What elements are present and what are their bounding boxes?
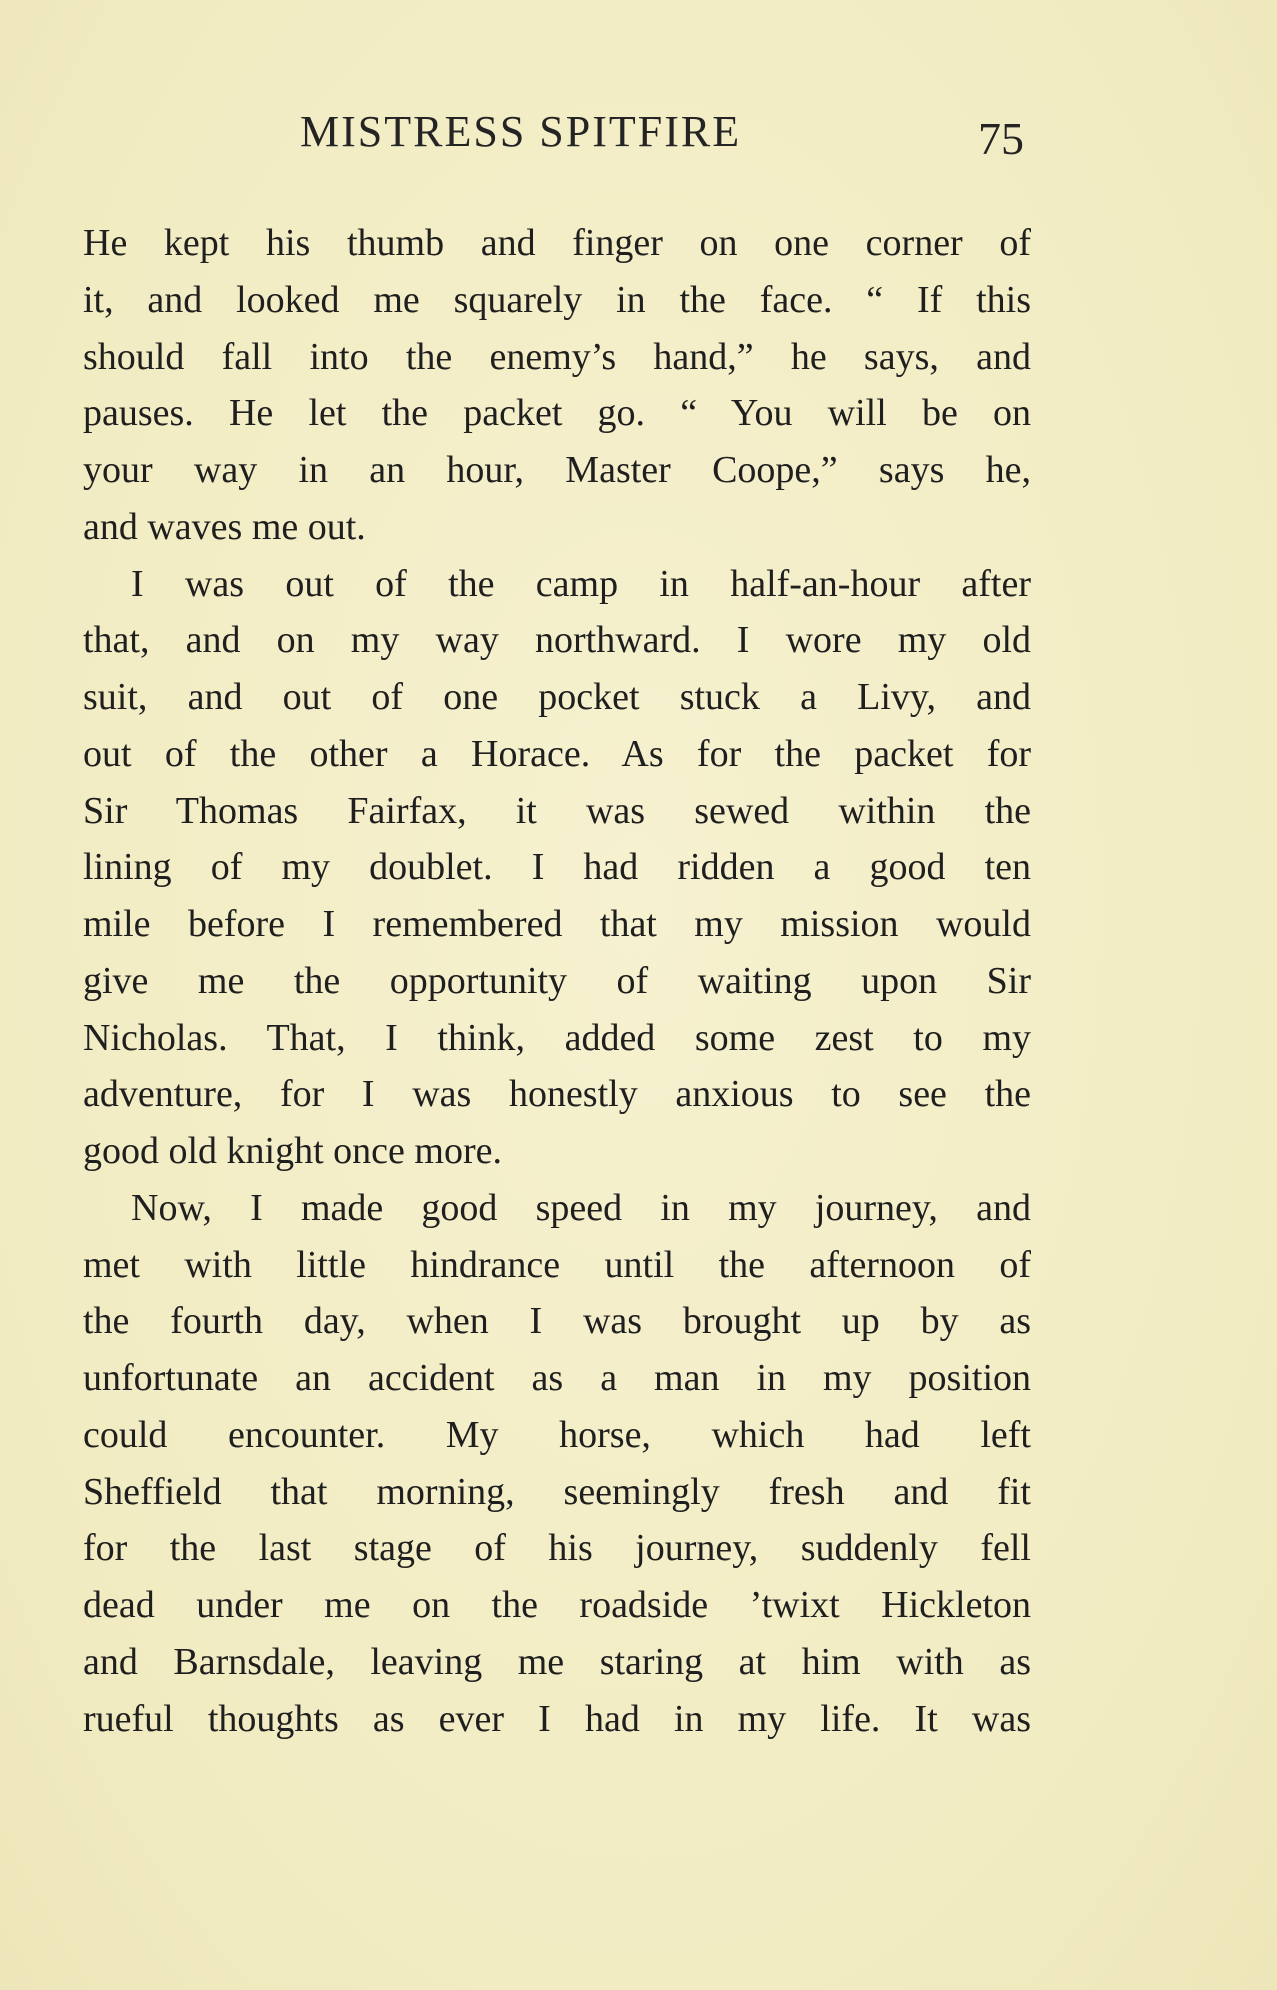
text-line: lining of my doublet. I had ridden a good ten: [83, 846, 1031, 889]
text-line: your way in an hour, Master Coope,” says he,: [83, 449, 1031, 491]
text-line: Sheffield that morning, seemingly fresh and fit: [83, 1470, 1031, 1513]
body-text: [83, 215, 1031, 1747]
text-line: give me the opportunity of waiting upon Sir: [83, 959, 1031, 1002]
running-title: MISTRESS SPITFIRE: [300, 107, 742, 156]
text-line: it, and looked me squarely in the face. “ If this: [83, 278, 1031, 321]
text-line: unfortunate an accident as a man in my position: [83, 1357, 1031, 1399]
text-line: that, and on my way northward. I wore my old: [83, 619, 1031, 662]
text-line: I was out of the camp in half-an-hour after: [131, 562, 1031, 605]
page-number: 75: [978, 113, 1024, 164]
text-line: for the last stage of his journey, suddenly fell: [83, 1527, 1031, 1570]
text-line: mile before I remembered that my mission would: [83, 903, 1031, 945]
text-line: Now, I made good speed in my journey, and: [131, 1186, 1031, 1229]
text-line: Sir Thomas Fairfax, it was sewed within the: [83, 789, 1031, 832]
text-line: and waves me out.: [83, 505, 366, 548]
text-line: and Barnsdale, leaving me staring at him with as: [83, 1640, 1031, 1683]
text-line: rueful thoughts as ever I had in my life. It was: [83, 1697, 1031, 1740]
text-line: Nicholas. That, I think, added some zest to my: [83, 1016, 1031, 1059]
text-line: pauses. He let the packet go. “ You will be on: [83, 392, 1031, 435]
text-line: out of the other a Horace. As for the packet for: [83, 732, 1031, 775]
text-line: could encounter. My horse, which had left: [83, 1413, 1031, 1456]
text-line: the fourth day, when I was brought up by as: [83, 1300, 1031, 1343]
text-line: good old knight once more.: [83, 1130, 502, 1172]
text-line: should fall into the enemy’s hand,” he says, and: [83, 335, 1031, 378]
text-line: dead under me on the roadside ’twixt Hickleton: [83, 1584, 1031, 1626]
text-line: He kept his thumb and finger on one corner of: [83, 222, 1031, 264]
text-line: adventure, for I was honestly anxious to see the: [83, 1073, 1031, 1116]
text-line: suit, and out of one pocket stuck a Livy, and: [83, 676, 1031, 718]
text-line: met with little hindrance until the afternoon of: [83, 1243, 1031, 1286]
